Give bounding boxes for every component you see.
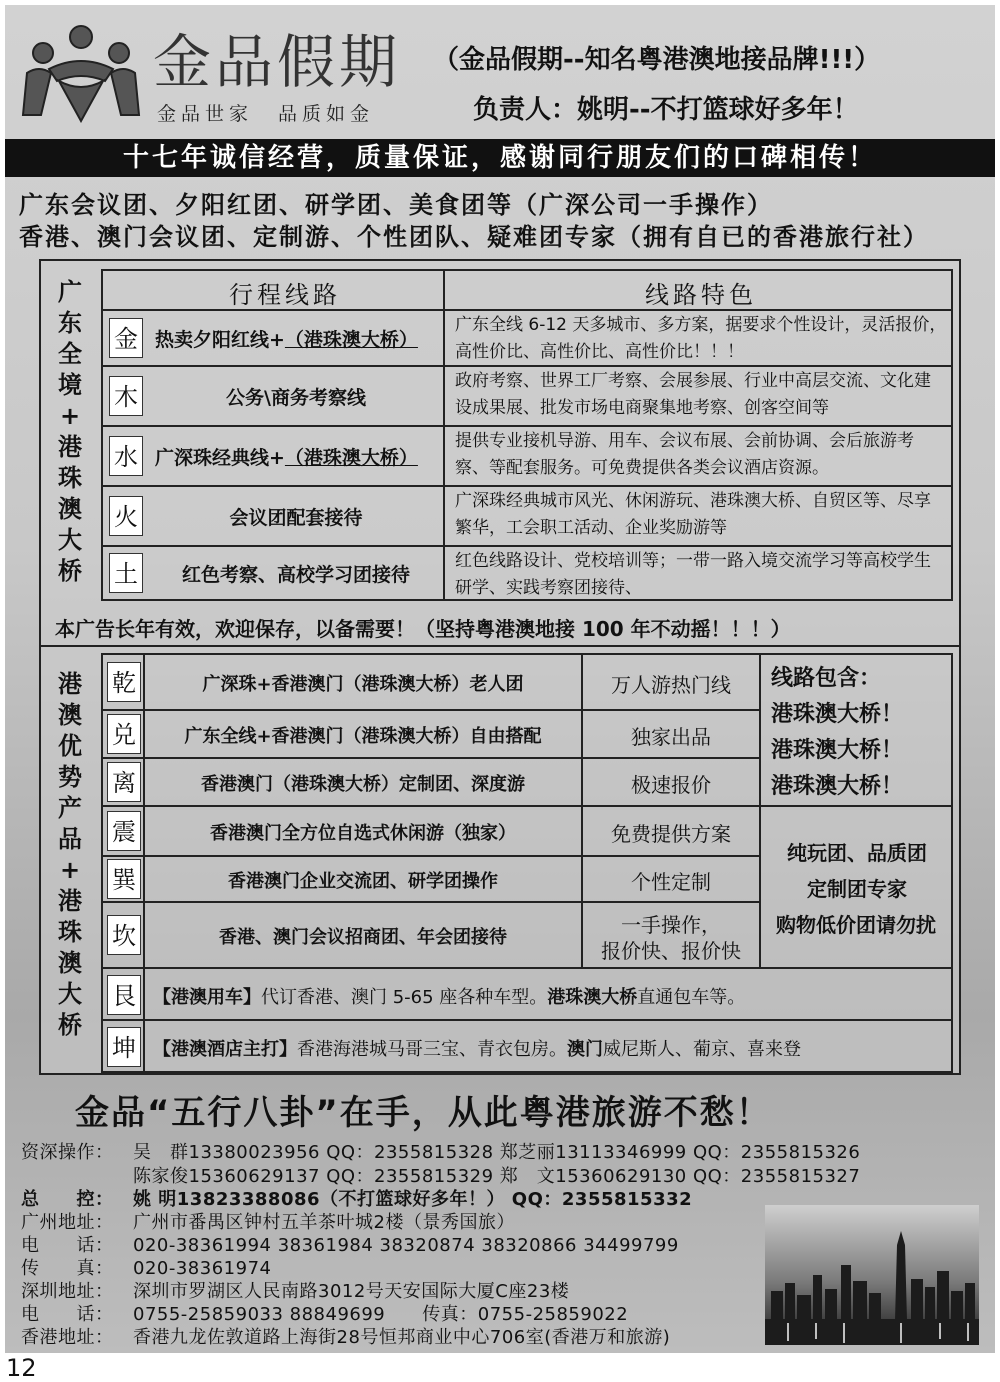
product-tag: 极速报价 [631, 773, 711, 797]
column-header-feature: 线路特色 [645, 281, 757, 309]
service-char-box: 坤 [107, 1027, 141, 1067]
section1-label [45, 277, 95, 587]
includes-bridge-1: 港珠澳大桥！ [771, 702, 904, 727]
product-tag: 万人游热门线 [611, 673, 731, 697]
side-label-char: 品 [58, 825, 82, 853]
validity-notice: 本广告长年有效，欢迎保存，以备需要！（坚持粤港澳地接 100 年不动摇！！！） [55, 617, 791, 641]
product-route: 广东全线+香港澳门（港珠澳大桥）自由搭配 [184, 726, 542, 747]
side-label-char: 全 [58, 340, 82, 368]
product-route: 香港澳门全方位自选式休闲游（独家） [210, 823, 516, 844]
service-title: 【港澳用车】 [153, 987, 261, 1008]
service-highlight: 澳门 [567, 1039, 603, 1060]
contact-row [21, 1323, 670, 1349]
service-line [153, 983, 745, 1009]
advert-page [5, 5, 995, 1353]
route-name-main: 热卖夕阳红线+ [155, 329, 285, 351]
side-label-char: + [59, 856, 81, 884]
product-char-box: 震 [107, 811, 141, 851]
row-char-box: 土 [109, 553, 143, 593]
contact-value: 姚 明13823388086（不打篮球好多年！） QQ：2355815332 [133, 1189, 693, 1210]
route-name-main: 公务\商务考察线 [226, 387, 366, 409]
product-char-box: 巽 [107, 859, 141, 899]
side-label-char: 澳 [58, 701, 82, 729]
contact-label: 电 话： [21, 1235, 114, 1256]
product-char-box: 离 [107, 762, 141, 802]
side-label-char: 澳 [58, 495, 82, 523]
side-label-char: 产 [58, 794, 82, 822]
service-title: 【港澳酒店主打】 [153, 1039, 297, 1060]
product-char-box: 兑 [107, 714, 141, 754]
route-name [155, 383, 437, 410]
brand-title: 金品假期 [153, 28, 402, 96]
route-feature: 提供专业接机导游、用车、会议布展、会前协调、会后旅游考察、等配套服务。可免费提供各类会议酒店资源。 [455, 431, 914, 478]
specialty-1: 纯玩团、品质团 [787, 841, 927, 865]
page-number: 12 [6, 1354, 37, 1382]
product-route: 广深珠+香港澳门（港珠澳大桥）老人团 [202, 674, 524, 695]
contact-label: 总 控： [21, 1189, 114, 1210]
column-header-route: 行程线路 [229, 281, 341, 309]
side-label-char: 东 [58, 309, 82, 337]
route-bridge-note: （港珠澳大桥） [284, 329, 418, 351]
routes-table [39, 259, 961, 1075]
side-label-char: 桥 [58, 1011, 82, 1039]
product-route: 香港澳门企业交流团、研学团操作 [228, 871, 498, 892]
five-elements-slogan: 金品“五行八卦”在手，从此粤港旅游不愁！ [75, 1093, 772, 1133]
brand-slogan: 金品世家 品质如金 [157, 103, 375, 125]
route-name-main: 广深珠经典线+ [155, 447, 285, 469]
side-label-char: 港 [58, 670, 82, 698]
row-char-box: 金 [109, 318, 143, 358]
contact-value: 香港九龙佐敦道路上海街28号恒邦商业中心706室(香港万和旅游) [133, 1327, 671, 1348]
side-label-char: 大 [58, 526, 82, 554]
row-char-box: 水 [109, 436, 143, 476]
side-label-char: 境 [58, 371, 82, 399]
hong-kong-skyline-image [765, 1205, 979, 1345]
product-tag-line2: 报价快、报价快 [601, 939, 741, 963]
row-char-box: 木 [109, 376, 143, 416]
contact-label: 香港地址： [21, 1327, 114, 1348]
contact-value: 深圳市罗湖区人民南路3012号天安国际大厦C座23楼 [133, 1281, 570, 1302]
product-route: 香港澳门（港珠澳大桥）定制团、深度游 [201, 774, 525, 795]
service-text: 香港海港城马哥三宝、青衣包房。 [297, 1039, 567, 1060]
contact-label: 深圳地址： [21, 1281, 114, 1302]
contact-label: 资深操作： [21, 1142, 114, 1163]
side-label-char: 珠 [58, 918, 82, 946]
side-label-char: 澳 [58, 949, 82, 977]
route-feature: 广深珠经典城市风光、休闲游玩、港珠澳大桥、自贸区等、尽享繁华，工会职工活动、企业奖励游等 [455, 491, 931, 538]
service-text: 代订香港、澳门 5-65 座各种车型。 [261, 987, 548, 1008]
product-tag: 一手操作， [621, 913, 721, 937]
people-logo-icon [19, 23, 143, 123]
service-line [153, 1035, 801, 1061]
service-text-2: 威尼斯人、葡京、喜来登 [603, 1039, 801, 1060]
side-label-char: 珠 [58, 464, 82, 492]
includes-title: 线路包含： [771, 666, 882, 691]
service-text-2: 直通包车等。 [637, 987, 746, 1008]
contact-row [21, 1138, 860, 1164]
side-label-char: 优 [58, 732, 82, 760]
route-bridge-note: （港珠澳大桥） [284, 447, 418, 469]
section2-label [45, 669, 95, 1041]
brand-tagline: （金品假期--知名粤港澳地接品牌!!!） [433, 45, 881, 75]
contact-value: 陈家俊15360629137 QQ：2355815329 郑 文15360629130 QQ：2355815327 [133, 1166, 861, 1187]
intro-line-1: 广东会议团、夕阳红团、研学团、美食团等（广深公司一手操作） [19, 191, 773, 219]
side-label-char: 港 [58, 433, 82, 461]
product-tag: 个性定制 [631, 870, 711, 894]
product-char-box: 坎 [107, 915, 141, 955]
side-label-char: 大 [58, 980, 82, 1008]
route-feature: 政府考察、世界工厂考察、会展参展、行业中高层交流、文化建设成果展、批发市场电商聚集地考察、创客空间等 [455, 371, 931, 418]
specialty-3: 购物低价团请勿扰 [776, 913, 936, 937]
product-char-box: 乾 [107, 662, 141, 702]
service-char-box: 艮 [107, 975, 141, 1015]
route-name [155, 325, 437, 352]
side-label-char: 势 [58, 763, 82, 791]
route-feature: 红色线路设计、党校培训等；一带一路入境交流学习等高校学生研学、实践考察团接待、 [455, 551, 931, 598]
side-label-char: + [59, 402, 81, 430]
side-label-char: 广 [58, 278, 82, 306]
side-label-char: 桥 [58, 557, 82, 585]
contact-label: 广州地址： [21, 1212, 114, 1233]
includes-bridge-3: 港珠澳大桥！ [771, 774, 904, 799]
specialty-2: 定制团专家 [807, 877, 907, 901]
route-name [155, 560, 437, 587]
contact-value: 0755-25859033 88849699 传真：0755-25859022 [133, 1304, 629, 1325]
contact-value: 020-38361994 38361984 38320874 38320866 34499799 [133, 1235, 679, 1256]
product-tag: 免费提供方案 [611, 822, 731, 846]
integrity-banner: 十七年诚信经营，质量保证，感谢同行朋友们的口碑相传！ [5, 139, 995, 177]
product-route: 香港、澳门会议招商团、年会团接待 [219, 927, 507, 948]
route-name [155, 503, 437, 530]
contact-value: 广州市番禺区钟村五羊茶叶城2楼（景秀国旅） [133, 1212, 515, 1233]
route-name-main: 红色考察、高校学习团接待 [181, 564, 410, 586]
product-tag: 独家出品 [631, 725, 711, 749]
contact-value: 020-38361974 [133, 1258, 272, 1279]
manager-line: 负责人：姚明--不打篮球好多年！ [473, 95, 859, 125]
contact-value: 吴 群13380023956 QQ：2355815328 郑芝丽13113346999 QQ：2355815326 [133, 1142, 861, 1163]
route-name [155, 443, 437, 470]
route-name-main: 会议团配套接待 [229, 507, 363, 529]
row-char-box: 火 [109, 496, 143, 536]
intro-line-2: 香港、澳门会议团、定制游、个性团队、疑难团专家（拥有自已的香港旅行社） [19, 223, 929, 251]
includes-bridge-2: 港珠澳大桥！ [771, 738, 904, 763]
contact-label: 传 真： [21, 1258, 114, 1279]
route-feature: 广东全线 6-12 天多城市、多方案，据要求个性设计，灵活报价，高性价比、高性价比、高性价比！！！ [455, 315, 947, 362]
side-label-char: 港 [58, 887, 82, 915]
contact-label: 电 话： [21, 1304, 114, 1325]
service-highlight: 港珠澳大桥 [547, 987, 638, 1008]
